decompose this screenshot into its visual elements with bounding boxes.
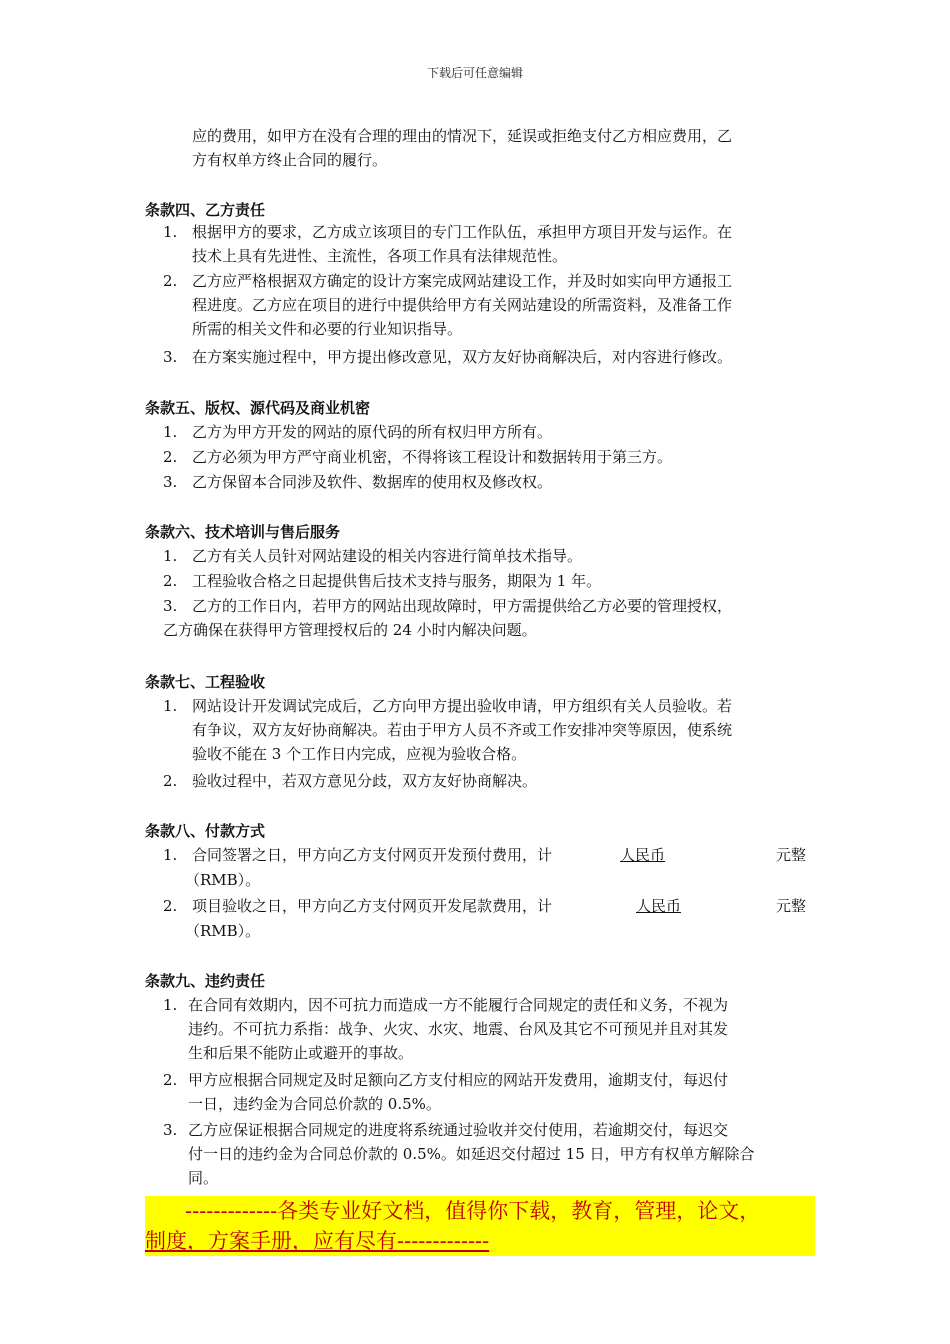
list-item bbox=[192, 769, 812, 793]
item-line: 工程验收合格之日起提供售后技术支持与服务，期限为 1 年。 bbox=[192, 572, 602, 590]
item-line: 乙方应严格根据双方确定的设计方案完成网站建设工作，并及时如实向甲方通报工 bbox=[192, 272, 733, 290]
item-line: 在合同有效期内，因不可抗力而造成一方不能履行合同规定的责任和义务，不视为 bbox=[188, 996, 729, 1014]
item-line: 验收不能在 3 个工作日内完成，应视为验收合格。 bbox=[192, 745, 527, 763]
list-item bbox=[192, 544, 812, 568]
item-number: 1. bbox=[163, 996, 178, 1014]
amount-label: 人民币 bbox=[636, 897, 682, 915]
item-number: 1. bbox=[163, 423, 178, 441]
section-title-8: 条款八、付款方式 bbox=[145, 822, 266, 840]
item-number: 3. bbox=[163, 348, 178, 366]
list-item bbox=[192, 569, 812, 593]
amount-unit: 元整 bbox=[775, 897, 806, 915]
item-line: 合同签署之日，甲方向乙方支付网页开发预付费用，计 bbox=[192, 846, 553, 864]
page-header: 下载后可任意编辑 bbox=[426, 66, 523, 80]
intro-paragraph bbox=[192, 124, 812, 172]
item-line: 根据甲方的要求，乙方成立该项目的专门工作队伍，承担甲方项目开发与运作。在 bbox=[192, 223, 733, 241]
item-number: 1. bbox=[163, 697, 178, 715]
item-number: 3. bbox=[163, 1121, 178, 1139]
section-title-5: 条款五、版权、源代码及商业机密 bbox=[145, 399, 371, 417]
promo-banner bbox=[145, 1196, 815, 1256]
item-line: 违约。不可抗力系指：战争、火灾、水灾、地震、台风及其它不可预见并且对其发 bbox=[188, 1020, 729, 1038]
section-title-6: 条款六、技术培训与售后服务 bbox=[145, 523, 341, 541]
list-item bbox=[192, 269, 812, 341]
intro-line: 应的费用，如甲方在没有合理的理由的情况下，延误或拒绝支付乙方相应费用，乙 bbox=[192, 127, 733, 145]
list-item bbox=[192, 894, 812, 918]
section-title-9: 条款九、违约责任 bbox=[145, 972, 266, 990]
item-line: 乙方为甲方开发的网站的原代码的所有权归甲方所有。 bbox=[192, 423, 553, 441]
list-item bbox=[192, 470, 812, 494]
item-number: 2. bbox=[163, 897, 178, 915]
item-line: 项目验收之日，甲方向乙方支付网页开发尾款费用，计 bbox=[192, 897, 553, 915]
item-number: 3. bbox=[163, 473, 178, 491]
item-line: 一日，违约金为合同总价款的 0.5%。 bbox=[188, 1095, 441, 1113]
item-line: 乙方确保在获得甲方管理授权后的 24 小时内解决问题。 bbox=[163, 621, 537, 639]
item-line: 乙方应保证根据合同规定的进度将系统通过验收并交付使用，若逾期交付，每迟交 bbox=[188, 1121, 729, 1139]
item-number: 2. bbox=[163, 272, 178, 290]
list-item bbox=[188, 1068, 812, 1116]
item-line: 甲方应根据合同规定及时足额向乙方支付相应的网站开发费用，逾期支付，每迟付 bbox=[188, 1071, 729, 1089]
section-title-4: 条款四、乙方责任 bbox=[145, 201, 266, 219]
list-item bbox=[192, 420, 812, 444]
list-item bbox=[192, 843, 812, 867]
amount-unit: 元整 bbox=[775, 846, 806, 864]
amount-blank bbox=[620, 843, 806, 867]
item-number: 1. bbox=[163, 223, 178, 241]
amount-blank bbox=[636, 894, 806, 918]
list-item bbox=[163, 594, 813, 642]
item-number: 2. bbox=[163, 772, 178, 790]
item-number: 2. bbox=[163, 572, 178, 590]
item-line: 在方案实施过程中，甲方提出修改意见，双方友好协商解决后，对内容进行修改。 bbox=[192, 348, 733, 366]
intro-line: 方有权单方终止合同的履行。 bbox=[192, 151, 388, 169]
list-item bbox=[192, 445, 812, 469]
list-item bbox=[192, 220, 812, 268]
item-line: 生和后果不能防止或避开的事故。 bbox=[188, 1044, 414, 1062]
item-number: 1. bbox=[163, 846, 178, 864]
item-line: 同。 bbox=[188, 1169, 219, 1187]
item-line: 程进度。乙方应在项目的进行中提供给甲方有关网站建设的所需资料，及准备工作 bbox=[192, 296, 733, 314]
item-line: 乙方保留本合同涉及软件、数据库的使用权及修改权。 bbox=[192, 473, 553, 491]
banner-line-2: 制度，方案手册，应有尽有------------- bbox=[145, 1229, 490, 1253]
item-line: 网站设计开发调试完成后，乙方向甲方提出验收申请，甲方组织有关人员验收。若 bbox=[192, 697, 733, 715]
item-line: 乙方的工作日内，若甲方的网站出现故障时，甲方需提供给乙方必要的管理授权， bbox=[192, 597, 733, 615]
section-title-7: 条款七、工程验收 bbox=[145, 673, 266, 691]
item-number: 2. bbox=[163, 448, 178, 466]
list-item bbox=[192, 694, 812, 766]
list-item bbox=[192, 345, 812, 369]
item-number: 2. bbox=[163, 1071, 178, 1089]
item-line: 乙方必须为甲方严守商业机密，不得将该工程设计和数据转用于第三方。 bbox=[192, 448, 673, 466]
list-item bbox=[188, 993, 812, 1065]
item-line-continued: （RMB）。 bbox=[185, 871, 261, 889]
item-number: 1. bbox=[163, 547, 178, 565]
list-item bbox=[188, 1118, 812, 1190]
item-number: 3. bbox=[163, 597, 178, 615]
item-line: 付一日的违约金为合同总价款的 0.5%。如延迟交付超过 15 日，甲方有权单方解除合 bbox=[188, 1145, 755, 1163]
item-line: 技术上具有先进性、主流性，各项工作具有法律规范性。 bbox=[192, 247, 568, 265]
item-line: 验收过程中，若双方意见分歧，双方友好协商解决。 bbox=[192, 772, 538, 790]
banner-line-1: -------------各类专业好文档，值得你下载，教育，管理，论文， bbox=[185, 1199, 761, 1223]
amount-label: 人民币 bbox=[620, 846, 666, 864]
item-line: 有争议，双方友好协商解决。若由于甲方人员不齐或工作安排冲突等原因，使系统 bbox=[192, 721, 733, 739]
item-line-continued: （RMB）。 bbox=[185, 922, 261, 940]
item-line: 所需的相关文件和必要的行业知识指导。 bbox=[192, 320, 463, 338]
item-line: 乙方有关人员针对网站建设的相关内容进行简单技术指导。 bbox=[192, 547, 583, 565]
